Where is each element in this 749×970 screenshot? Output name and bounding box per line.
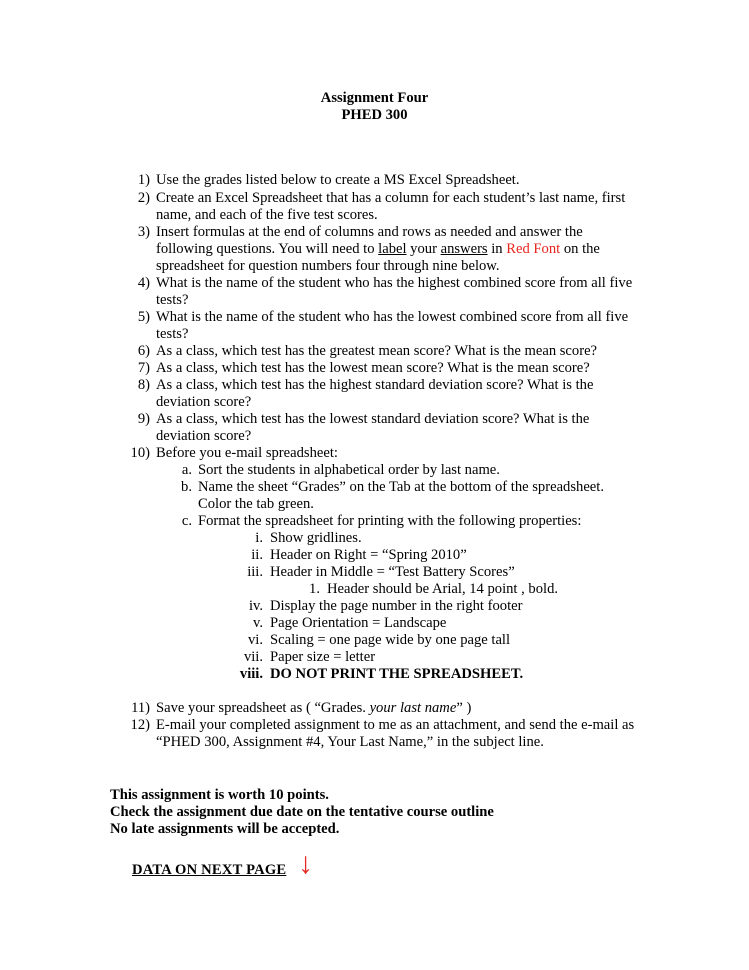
roman-numeral: ii.	[251, 547, 263, 563]
roman-item-viii	[0, 666, 749, 684]
roman-numeral: viii.	[239, 666, 263, 682]
nested-item-1	[0, 581, 749, 599]
list-item-3	[0, 224, 749, 242]
data-next-page-text: DATA ON NEXT PAGE	[132, 862, 287, 878]
text-run: ” )	[456, 700, 472, 716]
nested-number: 1.	[309, 581, 320, 597]
text-run: your	[406, 241, 441, 257]
roman-item-i	[0, 530, 749, 548]
list-item-2	[0, 190, 749, 208]
sub-item-b-cont	[0, 496, 749, 514]
note-late-policy	[0, 821, 749, 839]
item-number: 8)	[137, 377, 150, 393]
roman-item-iv	[0, 598, 749, 616]
roman-item-ii	[0, 547, 749, 565]
roman-text: Show gridlines.	[270, 530, 362, 546]
sub-item-letter: b.	[181, 479, 192, 495]
list-item-9	[0, 411, 749, 429]
item-number: 6)	[137, 343, 150, 359]
item-text: tests?	[156, 292, 189, 308]
sub-item-text: Color the tab green.	[198, 496, 314, 512]
list-item-5	[0, 309, 749, 327]
item-number: 2)	[137, 190, 150, 206]
list-item-7	[0, 360, 749, 378]
roman-text: DO NOT PRINT THE SPREADSHEET.	[270, 666, 524, 682]
item-number: 4)	[137, 275, 150, 291]
assignment-title: Assignment Four	[320, 90, 429, 106]
list-item-6	[0, 343, 749, 361]
note-text: Check the assignment due date on the tentative course outline	[110, 804, 494, 820]
italic-text: your last name	[369, 700, 457, 716]
list-item-3-cont	[0, 258, 749, 276]
item-number: 12)	[130, 717, 150, 733]
roman-numeral: iii.	[247, 564, 263, 580]
item-number: 11)	[131, 700, 150, 716]
item-text: deviation score?	[156, 428, 252, 444]
list-item-11	[0, 700, 749, 718]
item-number: 9)	[137, 411, 150, 427]
note-text: This assignment is worth 10 points.	[110, 787, 329, 803]
text-run: following questions. You will need to	[156, 241, 379, 257]
list-item-4-cont	[0, 292, 749, 310]
text-run: in	[487, 241, 507, 257]
sub-item-letter: a.	[181, 462, 192, 478]
item-number: 5)	[137, 309, 150, 325]
text-run: Save your spreadsheet as ( “Grades.	[156, 700, 370, 716]
roman-item-iii	[0, 564, 749, 582]
underlined-label: label	[378, 241, 407, 257]
list-item-5-cont	[0, 326, 749, 344]
roman-text: Scaling = one page wide by one page tall	[270, 632, 511, 648]
data-next-page	[0, 862, 749, 880]
note-due-date	[0, 804, 749, 822]
sub-item-letter: c.	[181, 513, 192, 529]
item-text: What is the name of the student who has the highest combined score from all five	[156, 275, 633, 291]
item-number: 7)	[137, 360, 150, 376]
list-item-12	[0, 717, 749, 735]
nested-text: Header should be Arial, 14 point , bold.	[327, 581, 559, 597]
item-text: As a class, which test has the highest standard deviation score? What is the	[156, 377, 594, 393]
item-text: Create an Excel Spreadsheet that has a column for each student’s last name, first	[156, 190, 626, 206]
list-item-8-cont	[0, 394, 749, 412]
item-text: Insert formulas at the end of columns and rows as needed and answer the	[156, 224, 583, 240]
item-text: tests?	[156, 326, 189, 342]
roman-text: Header on Right = “Spring 2010”	[270, 547, 467, 563]
sub-item-text: Sort the students in alphabetical order by last name.	[198, 462, 500, 478]
note-points	[0, 787, 749, 805]
sub-item-text: Name the sheet “Grades” on the Tab at the bottom of the spreadsheet.	[198, 479, 604, 495]
text-run: on the	[560, 241, 600, 257]
list-item-2-cont	[0, 207, 749, 225]
item-text: spreadsheet for question numbers four through nine below.	[156, 258, 500, 274]
arrow-down-icon: ↓	[298, 847, 313, 880]
roman-numeral: vi.	[248, 632, 263, 648]
list-item-1	[0, 172, 749, 190]
item-text-formatted	[156, 241, 600, 259]
list-item-12-cont	[0, 734, 749, 752]
list-item-10	[0, 445, 749, 463]
roman-text: Paper size = letter	[270, 649, 376, 665]
roman-item-vii	[0, 649, 749, 667]
roman-text: Page Orientation = Landscape	[270, 615, 447, 631]
roman-text: Header in Middle = “Test Battery Scores”	[270, 564, 515, 580]
item-text: As a class, which test has the lowest standard deviation score? What is the	[156, 411, 590, 427]
item-number: 3)	[137, 224, 150, 240]
sub-item-a	[0, 462, 749, 480]
item-number: 1)	[137, 172, 150, 188]
item-text: As a class, which test has the lowest mean score? What is the mean score?	[156, 360, 590, 376]
red-font-text: Red Font	[506, 241, 561, 257]
item-number: 10)	[130, 445, 150, 461]
sub-item-text: Format the spreadsheet for printing with the following properties:	[198, 513, 582, 529]
sub-item-b	[0, 479, 749, 497]
item-text: “PHED 300, Assignment #4, Your Last Name,” in the subject line.	[156, 734, 544, 750]
roman-numeral: iv.	[248, 598, 263, 614]
list-item-4	[0, 275, 749, 293]
item-text: E-mail your completed assignment to me as an attachment, and send the e-mail as	[156, 717, 635, 733]
item-text: As a class, which test has the greatest mean score? What is the mean score?	[156, 343, 598, 359]
roman-numeral: vii.	[243, 649, 263, 665]
roman-numeral: i.	[255, 530, 263, 546]
item-text: name, and each of the five test scores.	[156, 207, 378, 223]
item-text: deviation score?	[156, 394, 252, 410]
roman-text: Display the page number in the right footer	[270, 598, 523, 614]
roman-numeral: v.	[253, 615, 263, 631]
list-item-9-cont	[0, 428, 749, 446]
list-item-3-cont	[0, 241, 749, 259]
roman-item-v	[0, 615, 749, 633]
list-item-8	[0, 377, 749, 395]
underlined-answers: answers	[440, 241, 488, 257]
item-text-formatted	[156, 700, 471, 718]
course-code: PHED 300	[341, 107, 408, 123]
item-text: Before you e-mail spreadsheet:	[156, 445, 338, 461]
roman-item-vi	[0, 632, 749, 650]
item-text: What is the name of the student who has the lowest combined score from all five	[156, 309, 629, 325]
sub-item-c	[0, 513, 749, 531]
item-text: Use the grades listed below to create a MS Excel Spreadsheet.	[156, 172, 520, 188]
note-text: No late assignments will be accepted.	[110, 821, 340, 837]
